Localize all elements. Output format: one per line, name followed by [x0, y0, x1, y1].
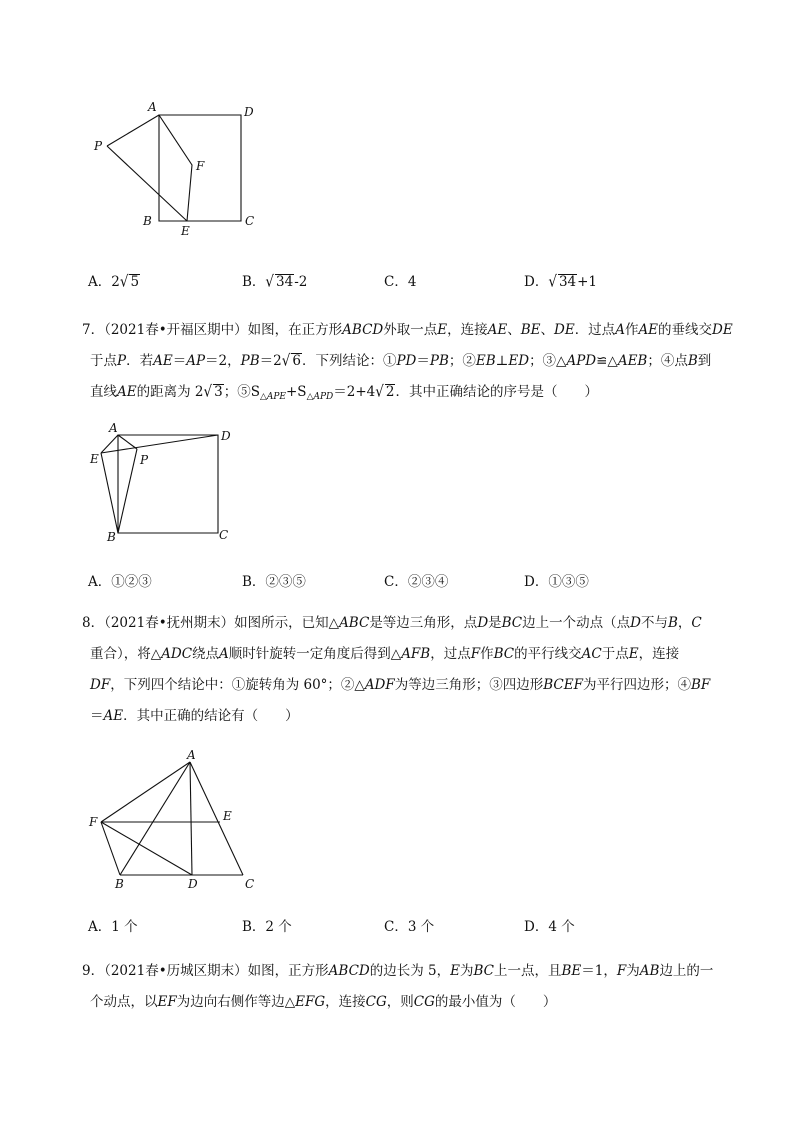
stem-text: 如图所示，已知△	[234, 615, 340, 631]
q6-label-b: B	[143, 214, 152, 228]
math-variable: D	[477, 615, 489, 631]
stem-text: ，连接	[447, 322, 488, 338]
math-variable: EB	[475, 353, 496, 369]
q7-label-a: A	[109, 421, 118, 435]
stem-text: 为	[460, 963, 474, 979]
stem-text: ＝2+4	[333, 384, 376, 400]
stem-text: （2021春•抚州期末）	[104, 615, 235, 631]
stem-text: ；②	[448, 353, 476, 369]
math-variable: F	[616, 963, 627, 979]
stem-text: 6	[292, 353, 301, 369]
stem-text: ，	[677, 615, 692, 631]
stem-text: 作	[480, 646, 494, 662]
stem-text: ．若	[126, 353, 154, 369]
stem-text: ，连接	[638, 646, 680, 662]
stem-text: 不与	[640, 615, 668, 631]
math-variable: PB	[429, 353, 449, 369]
stem-text: 外取一点	[383, 322, 438, 338]
math-variable: A	[219, 646, 229, 662]
stem-text: 如图，正方形	[247, 963, 329, 979]
math-variable: E	[437, 322, 448, 338]
stem-text: 2	[385, 384, 395, 400]
stem-text: ⊥	[495, 353, 509, 369]
math-variable: BC	[473, 963, 495, 979]
math-variable: AC	[581, 646, 602, 662]
math-variable: ADF	[364, 677, 395, 693]
q8-option-d[interactable]: D．4 个	[524, 919, 575, 935]
math-variable: F	[470, 646, 481, 662]
stem-text: 个动点，以	[90, 994, 158, 1010]
math-variable: AE	[153, 353, 173, 369]
math-variable: ABCD	[328, 963, 370, 979]
stem-text: ，则	[386, 994, 414, 1010]
stem-text: （2021春•开福区期中）	[104, 322, 248, 338]
radical-sign: √	[281, 351, 291, 371]
q7-square-abcd	[118, 435, 218, 533]
stem-text: 顺时针旋转一定角度后得到△	[228, 646, 402, 662]
q6-label-f: F	[196, 159, 205, 173]
stem-text: 直线	[90, 384, 117, 400]
q9-stem-line1	[82, 962, 713, 980]
math-variable: DF	[90, 677, 111, 693]
stem-text: ，连接	[325, 994, 366, 1010]
math-variable: BC	[493, 646, 515, 662]
stem-text: 为平行四边形；④	[583, 677, 691, 693]
math-variable: AE	[103, 708, 124, 724]
q6-segment-afe	[159, 115, 192, 221]
q6-segment-pe	[107, 146, 187, 221]
stem-text: ．过点	[574, 322, 616, 338]
q7-label-b: B	[107, 530, 116, 544]
q8-stem-line3	[90, 676, 710, 694]
stem-text: 为等边三角形；③四边形	[394, 677, 544, 693]
math-variable: EFG	[295, 994, 326, 1010]
stem-text: ．其中正确结论的序号是（ ）	[395, 384, 598, 400]
stem-text: 于点	[601, 646, 629, 662]
stem-text: ＝	[90, 708, 104, 724]
math-variable: DE	[712, 322, 733, 338]
q8-label-e: E	[223, 809, 232, 823]
q9-stem-line2	[90, 993, 556, 1011]
stem-text: 的平行线交	[514, 646, 582, 662]
q8-label-b: B	[115, 877, 124, 891]
q6-label-a: A	[148, 100, 157, 114]
stem-text: ＝1，	[581, 963, 617, 979]
radical-sign: √	[548, 272, 557, 292]
stem-text: ；⑤S	[223, 384, 260, 400]
q7-stem-line1	[82, 321, 733, 339]
stem-text: ．下列结论：①	[301, 353, 397, 369]
stem-text: 是等边三角形，点	[369, 615, 478, 631]
q8-segment-fd	[101, 822, 192, 875]
math-variable: BE	[561, 963, 582, 979]
q7-option-c[interactable]: C．②③④	[384, 574, 449, 590]
math-variable: B	[667, 615, 678, 631]
stem-text: ＝2	[259, 353, 282, 369]
q8-label-a: A	[187, 748, 196, 762]
q7-option-d[interactable]: D．①③⑤	[524, 574, 589, 590]
stem-text: 、	[540, 322, 554, 338]
math-variable: APD	[566, 353, 597, 369]
stem-text: 的边长为 5，	[369, 963, 451, 979]
math-variable: E	[450, 963, 460, 979]
math-variable: ED	[508, 353, 530, 369]
stem-text: 于点	[90, 353, 117, 369]
math-variable: B	[687, 353, 698, 369]
q8-segment-ca	[190, 762, 243, 875]
math-variable: BCEF	[543, 677, 583, 693]
math-variable: AE	[638, 322, 659, 338]
radical-sign: √	[265, 272, 275, 292]
q6-option-b[interactable]: B．√ 34-2	[242, 272, 308, 292]
stem-text: ＝	[416, 353, 430, 369]
math-variable: AFB	[401, 646, 431, 662]
math-variable: BF	[691, 677, 711, 693]
stem-text: 上一点，且	[494, 963, 562, 979]
radical-sign: √	[119, 272, 129, 292]
math-variable: AE	[117, 384, 137, 400]
stem-text: ，下列四个结论中：①旋转角为 60°；②△	[110, 677, 365, 693]
stem-text: ，过点	[430, 646, 471, 662]
math-variable: CG	[365, 994, 387, 1010]
q7-label-c: C	[219, 528, 229, 542]
q6-option-d[interactable]: D．√ 34+1	[524, 272, 598, 292]
stem-text: 的距离为 2	[136, 384, 204, 400]
q7-stem-line2	[90, 352, 711, 370]
math-variable: AEB	[617, 353, 648, 369]
q8-option-a[interactable]: A．1 个	[88, 919, 138, 935]
math-variable: △APD	[306, 392, 334, 402]
stem-text: 为	[626, 963, 640, 979]
math-variable: BC	[501, 615, 523, 631]
stem-text: ．其中正确的结论有（ ）	[123, 708, 299, 724]
q7-label-d: D	[221, 429, 231, 443]
stem-text: 为边向右侧作等边△	[176, 994, 296, 1010]
math-variable: A	[615, 322, 625, 338]
q8-option-b[interactable]: B．2 个	[242, 919, 292, 935]
q8-stem-line1	[82, 614, 702, 632]
math-variable: C	[691, 615, 702, 631]
math-variable: ABCD	[342, 322, 384, 338]
q7-option-a[interactable]: A．①②③	[88, 574, 152, 590]
q8-stem-line2	[90, 645, 679, 663]
stem-text: 绕点	[192, 646, 220, 662]
q7-figure	[89, 421, 231, 544]
math-variable: PD	[396, 353, 417, 369]
stem-text: 的垂线交	[658, 322, 713, 338]
stem-text: 3	[214, 384, 223, 400]
stem-text: 9．	[82, 963, 105, 979]
q7-option-b[interactable]: B．②③⑤	[242, 574, 306, 590]
q7-segment-eb	[101, 453, 118, 533]
q7-label-p: P	[140, 453, 149, 467]
q8-segment-ad	[190, 762, 192, 875]
radical-sign: √	[203, 382, 213, 402]
math-variable: AE	[487, 322, 508, 338]
stem-text: ；④点	[647, 353, 688, 369]
math-variable: AB	[639, 963, 660, 979]
math-variable: CG	[413, 994, 435, 1010]
math-variable: EF	[157, 994, 177, 1010]
stem-text: 7．	[82, 322, 105, 338]
q6-segment-ap	[107, 115, 159, 146]
math-variable: BE	[520, 322, 541, 338]
math-variable: E	[628, 646, 639, 662]
stem-text: 、	[507, 322, 521, 338]
q7-segment-pb	[118, 449, 137, 533]
stem-text: 的最小值为（ ）	[434, 994, 557, 1010]
q8-figure	[88, 748, 254, 891]
stem-text: ＝	[172, 353, 187, 369]
math-variable: D	[630, 615, 641, 631]
stem-text: 边上的一	[659, 963, 714, 979]
q8-segment-af	[101, 762, 190, 822]
stem-text: 重合），将△	[90, 646, 162, 662]
stem-text: 边上一个动点（点	[522, 615, 631, 631]
q7-label-e: E	[90, 452, 99, 466]
q6-label-e: E	[181, 224, 190, 238]
stem-text: ；③△	[529, 353, 567, 369]
math-variable: P	[117, 353, 127, 369]
q8-label-f: F	[89, 815, 98, 829]
q8-segment-fb	[101, 822, 120, 875]
math-variable: △APE	[259, 392, 286, 402]
stem-text: ＝2，	[205, 353, 241, 369]
stem-text: 是	[488, 615, 502, 631]
math-variable: ABC	[339, 615, 370, 631]
q8-stem-line4	[90, 707, 299, 725]
math-variable: DE	[554, 322, 575, 338]
q8-option-c[interactable]: C．3 个	[384, 919, 435, 935]
math-variable: ADC	[161, 646, 193, 662]
q6-option-c[interactable]: C．4	[384, 274, 417, 290]
radical-sign: √	[375, 382, 384, 402]
q6-option-a[interactable]: A．2√ 5	[88, 272, 140, 292]
q6-label-p: P	[94, 139, 103, 153]
q8-label-c: C	[245, 877, 255, 891]
math-variable: AP	[186, 353, 206, 369]
q8-segment-ab	[120, 762, 190, 875]
q7-segment-ap	[118, 435, 137, 449]
q8-label-d: D	[188, 877, 198, 891]
stem-text: （2021春•历城区期末）	[104, 963, 248, 979]
stem-text: ≌△	[596, 353, 618, 369]
stem-text: 如图，在正方形	[247, 322, 343, 338]
math-variable: PB	[240, 353, 260, 369]
stem-text: 8．	[82, 615, 105, 631]
stem-text: 作	[624, 322, 639, 338]
q6-figure	[93, 100, 254, 238]
stem-text: 到	[697, 353, 712, 369]
stem-text: +S	[286, 384, 307, 400]
q7-stem-line3	[90, 383, 598, 406]
q6-label-c: C	[245, 214, 255, 228]
q6-label-d: D	[244, 105, 254, 119]
